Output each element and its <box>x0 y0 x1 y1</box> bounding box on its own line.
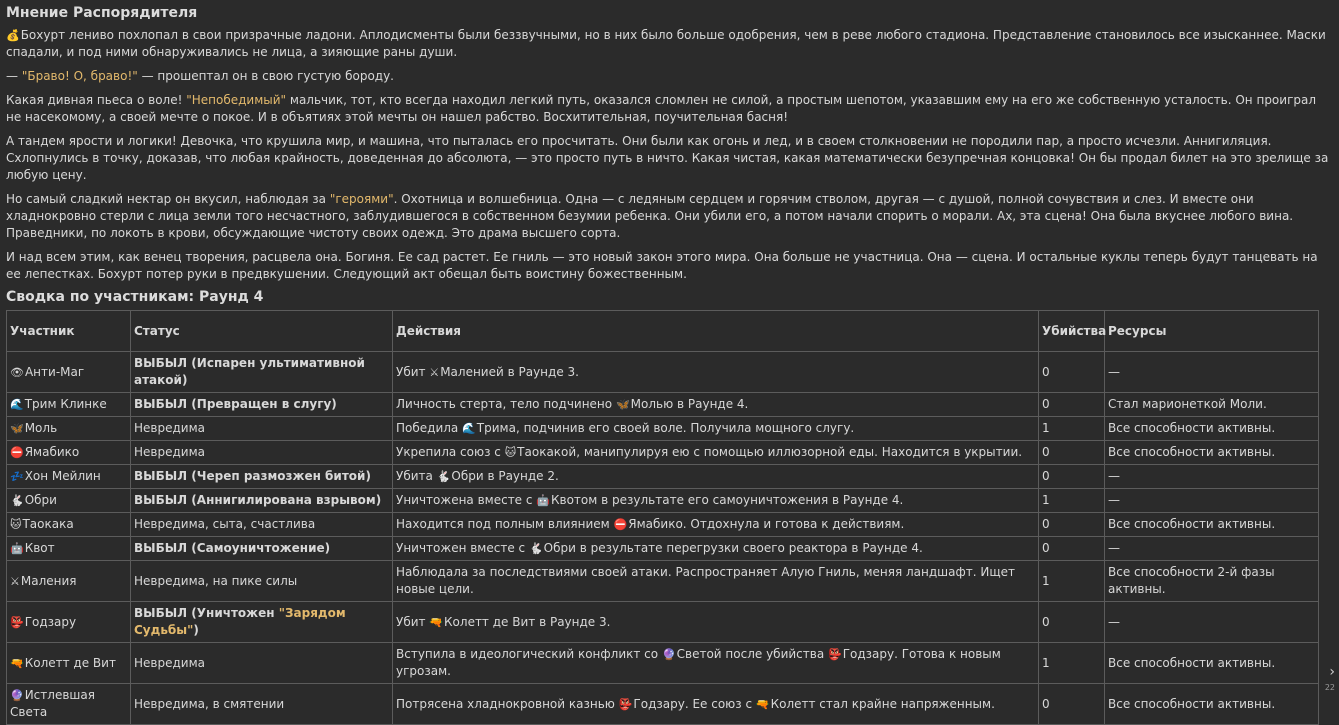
text-segment: Ямабико. Отдохнула и готова к действиям. <box>628 517 905 531</box>
status-cell <box>131 417 393 441</box>
text-segment: Убит <box>396 614 430 629</box>
text-segment: ВЫБЫЛ (Аннигилирована взрывом) <box>134 493 382 507</box>
status-cell <box>131 537 393 561</box>
table-row <box>7 489 1319 513</box>
status-cell <box>131 441 393 465</box>
actions-cell <box>393 561 1039 602</box>
text-segment: Трим Клинке <box>24 397 107 411</box>
actions-cell <box>393 684 1039 725</box>
text-segment: мальчик, тот, кто всегда находил легкий путь, оказался сломлен не силой, а простым шепотом, указавшим ему на его же собственную усталость. Он проиграл не насекомому, а своей мечте о покое. И в объятиях этой мечты он нашел рабство. Восхитительная, поучительная басня! <box>6 93 1317 124</box>
emoji-icon: 👺 <box>828 648 842 661</box>
text-segment: Невредима, в смятении <box>134 696 285 711</box>
text-segment: Обри в Раунде 2. <box>451 469 559 483</box>
kills-cell: 0 <box>1039 513 1105 537</box>
kills-cell: 0 <box>1039 352 1105 393</box>
text-segment: Молью в Раунде 4. <box>630 397 749 411</box>
text-segment: Годзару <box>24 614 77 629</box>
text-segment: Невредима, на пике силы <box>134 573 298 588</box>
emoji-icon: 🤖 <box>10 542 24 555</box>
actions-cell <box>393 441 1039 465</box>
text-segment: Маленией в Раунде 3. <box>440 364 579 379</box>
col-header-resources: Ресурсы <box>1105 311 1319 352</box>
table-row <box>7 513 1319 537</box>
page-title: Мнение Распорядителя <box>6 5 198 21</box>
emoji-icon: 🐱 <box>10 518 22 531</box>
col-header-kills: Убийства <box>1039 311 1105 352</box>
text-segment: Невредима <box>134 445 205 459</box>
resources-cell: — <box>1105 465 1319 489</box>
text-segment: Обри в результате перегрузки своего реактора в Раунде 4. <box>543 541 923 555</box>
narrative-text <box>6 27 1333 283</box>
text-segment: Годзару. Готова к новым угрозам. <box>396 647 1001 678</box>
emoji-icon: 🦋 <box>615 398 630 411</box>
participant-cell <box>7 513 131 537</box>
emoji-icon: ⛔ <box>10 446 24 459</box>
text-segment: Хон Мейлин <box>24 469 101 483</box>
table-row <box>7 393 1319 417</box>
text-segment: Трима, подчинив его своей воле. Получила мощного слугу. <box>476 421 855 435</box>
participant-cell <box>7 537 131 561</box>
text-segment: Невредима, сыта, счастлива <box>134 517 316 531</box>
kills-cell: 1 <box>1039 561 1105 602</box>
narrative-paragraph <box>6 191 1333 242</box>
participant-cell <box>7 684 131 725</box>
participant-cell <box>7 561 131 602</box>
narrative-paragraph <box>6 92 1333 126</box>
kills-cell: 0 <box>1039 537 1105 561</box>
text-segment: Победила <box>396 421 463 435</box>
resources-cell: Все способности активны. <box>1105 513 1319 537</box>
table-row <box>7 643 1319 684</box>
table-row <box>7 352 1319 393</box>
emoji-icon: 🔫 <box>10 656 24 670</box>
resources-cell: — <box>1105 489 1319 513</box>
col-header-status: Статус <box>131 311 393 352</box>
emoji-icon: 🦋 <box>10 422 24 435</box>
emoji-icon: 🌊 <box>10 398 24 411</box>
status-cell <box>131 561 393 602</box>
narrative-paragraph <box>6 68 1333 85</box>
resources-cell: — <box>1105 352 1319 393</box>
text-segment: Маления <box>20 573 77 588</box>
table-row <box>7 465 1319 489</box>
text-segment: Личность стерта, тело подчинено <box>396 397 616 411</box>
table-header-row <box>7 311 1319 352</box>
text-segment: — <box>6 69 22 83</box>
status-cell <box>131 513 393 537</box>
resources-cell: Все способности активны. <box>1105 441 1319 465</box>
resources-cell: — <box>1105 537 1319 561</box>
kills-cell: 0 <box>1039 393 1105 417</box>
kills-cell: 1 <box>1039 417 1105 441</box>
participant-cell <box>7 352 131 393</box>
narrative-paragraph <box>6 249 1333 283</box>
narrative-paragraph <box>6 27 1333 61</box>
text-segment: Убит <box>396 364 430 379</box>
text-segment: Уничтожен вместе с <box>396 541 529 555</box>
text-segment: ВЫБЫЛ (Испарен ультимативной атакой) <box>134 356 365 387</box>
resources-cell: Все способности активны. <box>1105 643 1319 684</box>
status-cell <box>131 465 393 489</box>
emoji-icon: 🐇 <box>10 494 24 507</box>
actions-cell <box>393 352 1039 393</box>
kills-cell: 1 <box>1039 489 1105 513</box>
actions-cell <box>393 537 1039 561</box>
emoji-icon: 🐇 <box>528 542 543 555</box>
kills-cell: 0 <box>1039 684 1105 725</box>
emoji-icon: ⚔ <box>10 574 20 588</box>
actions-cell <box>393 643 1039 684</box>
status-cell <box>131 602 393 643</box>
kills-cell: 0 <box>1039 441 1105 465</box>
emoji-icon: ⛔ <box>613 518 628 531</box>
narrative-paragraph <box>6 133 1333 184</box>
emoji-icon: 💤 <box>10 470 24 483</box>
text-segment: Находится под полным влиянием <box>396 517 614 531</box>
emoji-icon: 🐱 <box>504 446 517 459</box>
text-segment: Укрепила союз с <box>396 445 505 459</box>
emoji-icon: 👁 <box>10 365 24 379</box>
text-segment: ) <box>193 623 199 637</box>
quoted-text: "Браво! О, браво!" <box>21 69 138 83</box>
participant-cell <box>7 643 131 684</box>
emoji-icon: 👺 <box>618 697 633 711</box>
kills-cell: 1 <box>1039 643 1105 684</box>
text-segment: Невредима <box>134 655 205 670</box>
emoji-icon: 💰 <box>6 29 20 42</box>
emoji-icon: 🔮 <box>661 648 676 661</box>
actions-cell <box>393 417 1039 441</box>
actions-cell <box>393 465 1039 489</box>
emoji-icon: 🐇 <box>436 470 451 483</box>
emoji-icon: 🤖 <box>536 494 550 507</box>
text-segment: Наблюдала за последствиями своей атаки. Распространяет Алую Гниль, меняя ландшафт. Ищет новые цели. <box>396 565 1016 596</box>
resources-cell: — <box>1105 602 1319 643</box>
text-segment: Убита <box>396 469 437 483</box>
text-segment: Вступила в идеологический конфликт со <box>396 647 662 661</box>
next-page-arrow-icon[interactable]: › <box>1329 664 1335 680</box>
participant-cell <box>7 417 131 441</box>
status-cell <box>131 352 393 393</box>
participant-cell <box>7 489 131 513</box>
text-segment: Ямабико <box>24 445 80 459</box>
text-segment: Квот <box>24 541 55 555</box>
col-header-actions: Действия <box>393 311 1039 352</box>
text-segment: Невредима <box>134 421 205 435</box>
participant-cell <box>7 441 131 465</box>
actions-cell <box>393 602 1039 643</box>
quoted-text: "героями" <box>329 192 394 206</box>
quoted-text: "Непобедимый" <box>186 93 287 107</box>
participant-cell <box>7 465 131 489</box>
resources-cell: Все способности активны. <box>1105 417 1319 441</box>
text-segment: Светой после убийства <box>676 647 828 661</box>
actions-cell <box>393 489 1039 513</box>
emoji-icon: ⚔ <box>429 365 440 379</box>
text-segment: Колетт де Вит <box>24 655 116 670</box>
text-segment: Годзару. Ее союз с <box>633 696 756 711</box>
text-segment: Потрясена хладнокровной казнью <box>396 696 619 711</box>
table-row <box>7 441 1319 465</box>
emoji-icon: 👺 <box>10 615 24 629</box>
table-row <box>7 417 1319 441</box>
text-segment: ВЫБЫЛ (Превращен в слугу) <box>134 397 337 411</box>
page-number: 22 <box>1324 683 1335 692</box>
text-segment: Квотом в результате его самоуничтожения в Раунде 4. <box>551 493 904 507</box>
resources-cell: Все способности 2-й фазы активны. <box>1105 561 1319 602</box>
participants-table <box>6 310 1319 725</box>
emoji-icon: 🔫 <box>755 697 770 711</box>
table-row <box>7 537 1319 561</box>
kills-cell: 0 <box>1039 465 1105 489</box>
text-segment: Обри <box>24 493 57 507</box>
status-cell <box>131 684 393 725</box>
table-row <box>7 602 1319 643</box>
emoji-icon: 🔫 <box>429 615 444 629</box>
table-row <box>7 561 1319 602</box>
participant-cell <box>7 393 131 417</box>
kills-cell: 0 <box>1039 602 1105 643</box>
emoji-icon: 🌊 <box>462 422 476 435</box>
text-segment: Таокака <box>22 517 74 531</box>
text-segment: Анти-Маг <box>24 364 85 379</box>
text-segment: Таокакой, манипулируя ею с помощью иллюзорной еды. Находится в укрытии. <box>517 445 1023 459</box>
text-segment: ВЫБЫЛ (Уничтожен <box>134 606 279 620</box>
text-segment: Уничтожена вместе с <box>396 493 537 507</box>
summary-title: Сводка по участникам: Раунд 4 <box>6 289 264 305</box>
col-header-participant: Участник <box>7 311 131 352</box>
text-segment: Но самый сладкий нектар он вкусил, наблюдая за <box>6 192 330 206</box>
text-segment: И над всем этим, как венец творения, расцвела она. Богиня. Ее сад растет. Ее гниль — это новый закон этого мира. Она больше не участница. Она — сцена. И остальные куклы теперь будут танцевать на ее лепестках. Бохурт потер руки в предвкушении. Следующий акт обещал быть воистину божественным. <box>6 250 1318 281</box>
resources-cell: Стал марионеткой Моли. <box>1105 393 1319 417</box>
participant-cell <box>7 602 131 643</box>
resources-cell: Все способности активны. <box>1105 684 1319 725</box>
text-segment: Моль <box>24 421 58 435</box>
text-segment: — прошептал он в свою густую бороду. <box>137 69 394 83</box>
text-segment: Колетт стал крайне напряженным. <box>770 696 995 711</box>
text-segment: ВЫБЫЛ (Самоуничтожение) <box>134 541 331 555</box>
text-segment: ВЫБЫЛ (Череп размозжен битой) <box>134 469 371 483</box>
text-segment: . Охотница и волшебница. Одна — с ледяным сердцем и горячим стволом, другая — с душой, полной сочувствия и слез. И вместе они хладнокровно стерли с лица земли того несчастного, заблудившегося в собственном безумии ребенка. Они убили его, а потом начали спорить о морали. Ах, эта сцена! Она была вкуснее любого вина. Праведники, по локоть в крови, обсуждающие чистоту своих одежд. Это драма высшего сорта. <box>6 192 1294 240</box>
actions-cell <box>393 513 1039 537</box>
status-cell <box>131 393 393 417</box>
status-cell <box>131 643 393 684</box>
text-segment: А тандем ярости и логики! Девочка, что крушила мир, и машина, что пыталась его просчитать. Они были как огонь и лед, и в своем столкновении не породили пар, а просто исчезли. Аннигиляция. Схлопнулись в точку, доказав, что любая крайность, доведенная до абсолюта, — это просто путь в ничто. Какая чистая, какая математически безупречная концовка! Он бы продал билет на это зрелище за любую цену. <box>6 134 1329 182</box>
text-segment: Какая дивная пьеса о воле! <box>6 93 187 107</box>
quoted-text: "Зарядом Судьбы" <box>134 606 346 637</box>
text-segment: Истлевшая Света <box>10 688 95 719</box>
table-row <box>7 684 1319 725</box>
status-cell <box>131 489 393 513</box>
emoji-icon: 🔮 <box>10 689 24 702</box>
text-segment: Бохурт лениво похлопал в свои призрачные ладони. Аплодисменты были беззвучными, но в них было больше одобрения, чем в реве любого стадиона. Представление становилось все изысканнее. Маски спадали, и под ними обнаруживались не лица, а зияющие раны души. <box>6 28 1326 59</box>
actions-cell <box>393 393 1039 417</box>
text-segment: Колетт де Вит в Раунде 3. <box>444 614 611 629</box>
